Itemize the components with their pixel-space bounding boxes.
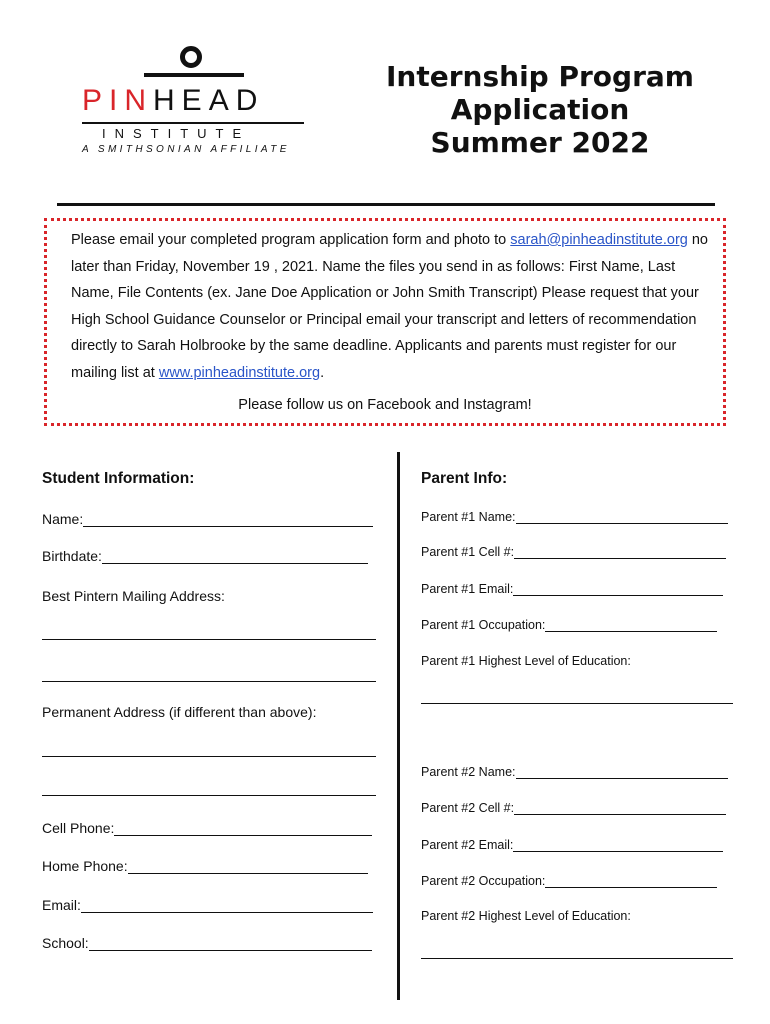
logo-circle-icon: [180, 46, 202, 68]
parent1-name-field[interactable]: [421, 510, 728, 524]
logo-wordmark: [82, 84, 264, 118]
parent1-occupation-line[interactable]: [545, 618, 717, 632]
header-rule: [57, 203, 715, 206]
title-line-3: Summer 2022: [430, 126, 650, 159]
parent2-occupation-line[interactable]: [545, 874, 717, 888]
parent1-occupation-label: Parent #1 Occupation:: [421, 618, 546, 632]
logo-wordmark-red: PIN: [82, 84, 154, 117]
student-name-field[interactable]: [42, 511, 373, 527]
parent2-cell-field[interactable]: [421, 801, 726, 815]
permanent-address-line-2[interactable]: [42, 794, 376, 796]
parent1-name-line[interactable]: [516, 510, 728, 524]
mailing-address-line-2[interactable]: [42, 680, 376, 682]
parent1-cell-field[interactable]: [421, 545, 726, 559]
instructions-end: .: [320, 364, 325, 381]
birthdate-field[interactable]: [42, 548, 368, 564]
student-name-label: Name:: [42, 511, 84, 527]
website-link[interactable]: www.pinheadinstitute.org: [158, 364, 321, 381]
parent1-occupation-field[interactable]: [421, 618, 717, 632]
parent1-cell-label: Parent #1 Cell #:: [421, 545, 515, 559]
school-label: School:: [42, 935, 89, 951]
follow-text: Please follow us on Facebook and Instagram!: [238, 397, 532, 413]
parent2-email-line[interactable]: [513, 838, 723, 852]
birthdate-line[interactable]: [102, 550, 368, 564]
school-line[interactable]: [89, 937, 372, 951]
parent2-education-label: Parent #2 Highest Level of Education:: [421, 909, 631, 923]
pinhead-institute-logo: [80, 44, 310, 159]
student-email-field[interactable]: [42, 897, 373, 913]
parent1-email-label: Parent #1 Email:: [421, 582, 514, 596]
logo-affiliate: A SMITHSONIAN AFFILIATE: [82, 144, 290, 155]
parent1-education-label-field: [421, 654, 631, 668]
instructions-intro: Please email your completed program application form and photo to: [71, 232, 511, 248]
permanent-address-label-field: [42, 704, 316, 720]
parent1-email-line[interactable]: [513, 582, 723, 596]
mailing-address-label: Best Pintern Mailing Address:: [42, 588, 225, 604]
parent2-email-label: Parent #2 Email:: [421, 838, 514, 852]
email-link[interactable]: sarah@pinheadinstitute.org: [510, 232, 688, 248]
student-email-label: Email:: [42, 897, 81, 913]
parent2-education-line[interactable]: [421, 957, 733, 959]
home-phone-field[interactable]: [42, 858, 368, 874]
school-field[interactable]: [42, 935, 372, 951]
home-phone-label: Home Phone:: [42, 858, 128, 874]
home-phone-line[interactable]: [128, 860, 368, 874]
parent2-occupation-field[interactable]: [421, 874, 717, 888]
parent2-name-label: Parent #2 Name:: [421, 765, 516, 779]
title-line-2: Application: [450, 93, 630, 126]
parent2-name-field[interactable]: [421, 765, 728, 779]
parent2-name-line[interactable]: [516, 765, 728, 779]
parent2-education-label-field: [421, 909, 631, 923]
parent1-education-label: Parent #1 Highest Level of Education:: [421, 654, 631, 668]
parent1-education-line[interactable]: [421, 702, 733, 704]
parent1-name-label: Parent #1 Name:: [421, 510, 516, 524]
instructions-text: [71, 227, 711, 386]
permanent-address-line-1[interactable]: [42, 755, 376, 757]
student-info-heading: Student Information:: [42, 470, 195, 487]
title-line-1: Internship Program: [386, 60, 694, 93]
parent1-email-field[interactable]: [421, 582, 723, 596]
parent2-cell-line[interactable]: [514, 801, 726, 815]
parent2-occupation-label: Parent #2 Occupation:: [421, 874, 546, 888]
birthdate-label: Birthdate:: [42, 548, 102, 564]
page-title: [370, 60, 710, 159]
mailing-address-label-field: [42, 588, 225, 604]
mailing-address-line-1[interactable]: [42, 638, 376, 640]
parent1-cell-line[interactable]: [514, 545, 726, 559]
logo-wordmark-black: HEAD: [153, 84, 265, 117]
logo-underline: [82, 122, 304, 124]
instructions-body: no later than Friday, November 19 , 2021. Name the files you send in as follows: First Name, Last Name, File Contents (ex. Jane Doe Application or John Smith Transcript) Please request that your High School Guidance Counselor or Principal email your transcript and letters of recommendation directly to Sarah Holbrooke by the same deadline. Applicants and parents must register for our mailing list at: [71, 232, 709, 381]
student-name-line[interactable]: [83, 513, 373, 527]
student-email-line[interactable]: [81, 899, 373, 913]
instructions-box: [44, 218, 726, 426]
logo-institute: INSTITUTE: [102, 126, 251, 141]
parent2-cell-label: Parent #2 Cell #:: [421, 801, 515, 815]
column-divider: [397, 452, 400, 1000]
cell-phone-field[interactable]: [42, 820, 372, 836]
parent-info-heading: Parent Info:: [421, 470, 508, 487]
cell-phone-label: Cell Phone:: [42, 820, 115, 836]
logo-bar: [144, 73, 244, 77]
parent2-email-field[interactable]: [421, 838, 723, 852]
permanent-address-label: Permanent Address (if different than above):: [42, 704, 317, 720]
cell-phone-line[interactable]: [114, 822, 372, 836]
